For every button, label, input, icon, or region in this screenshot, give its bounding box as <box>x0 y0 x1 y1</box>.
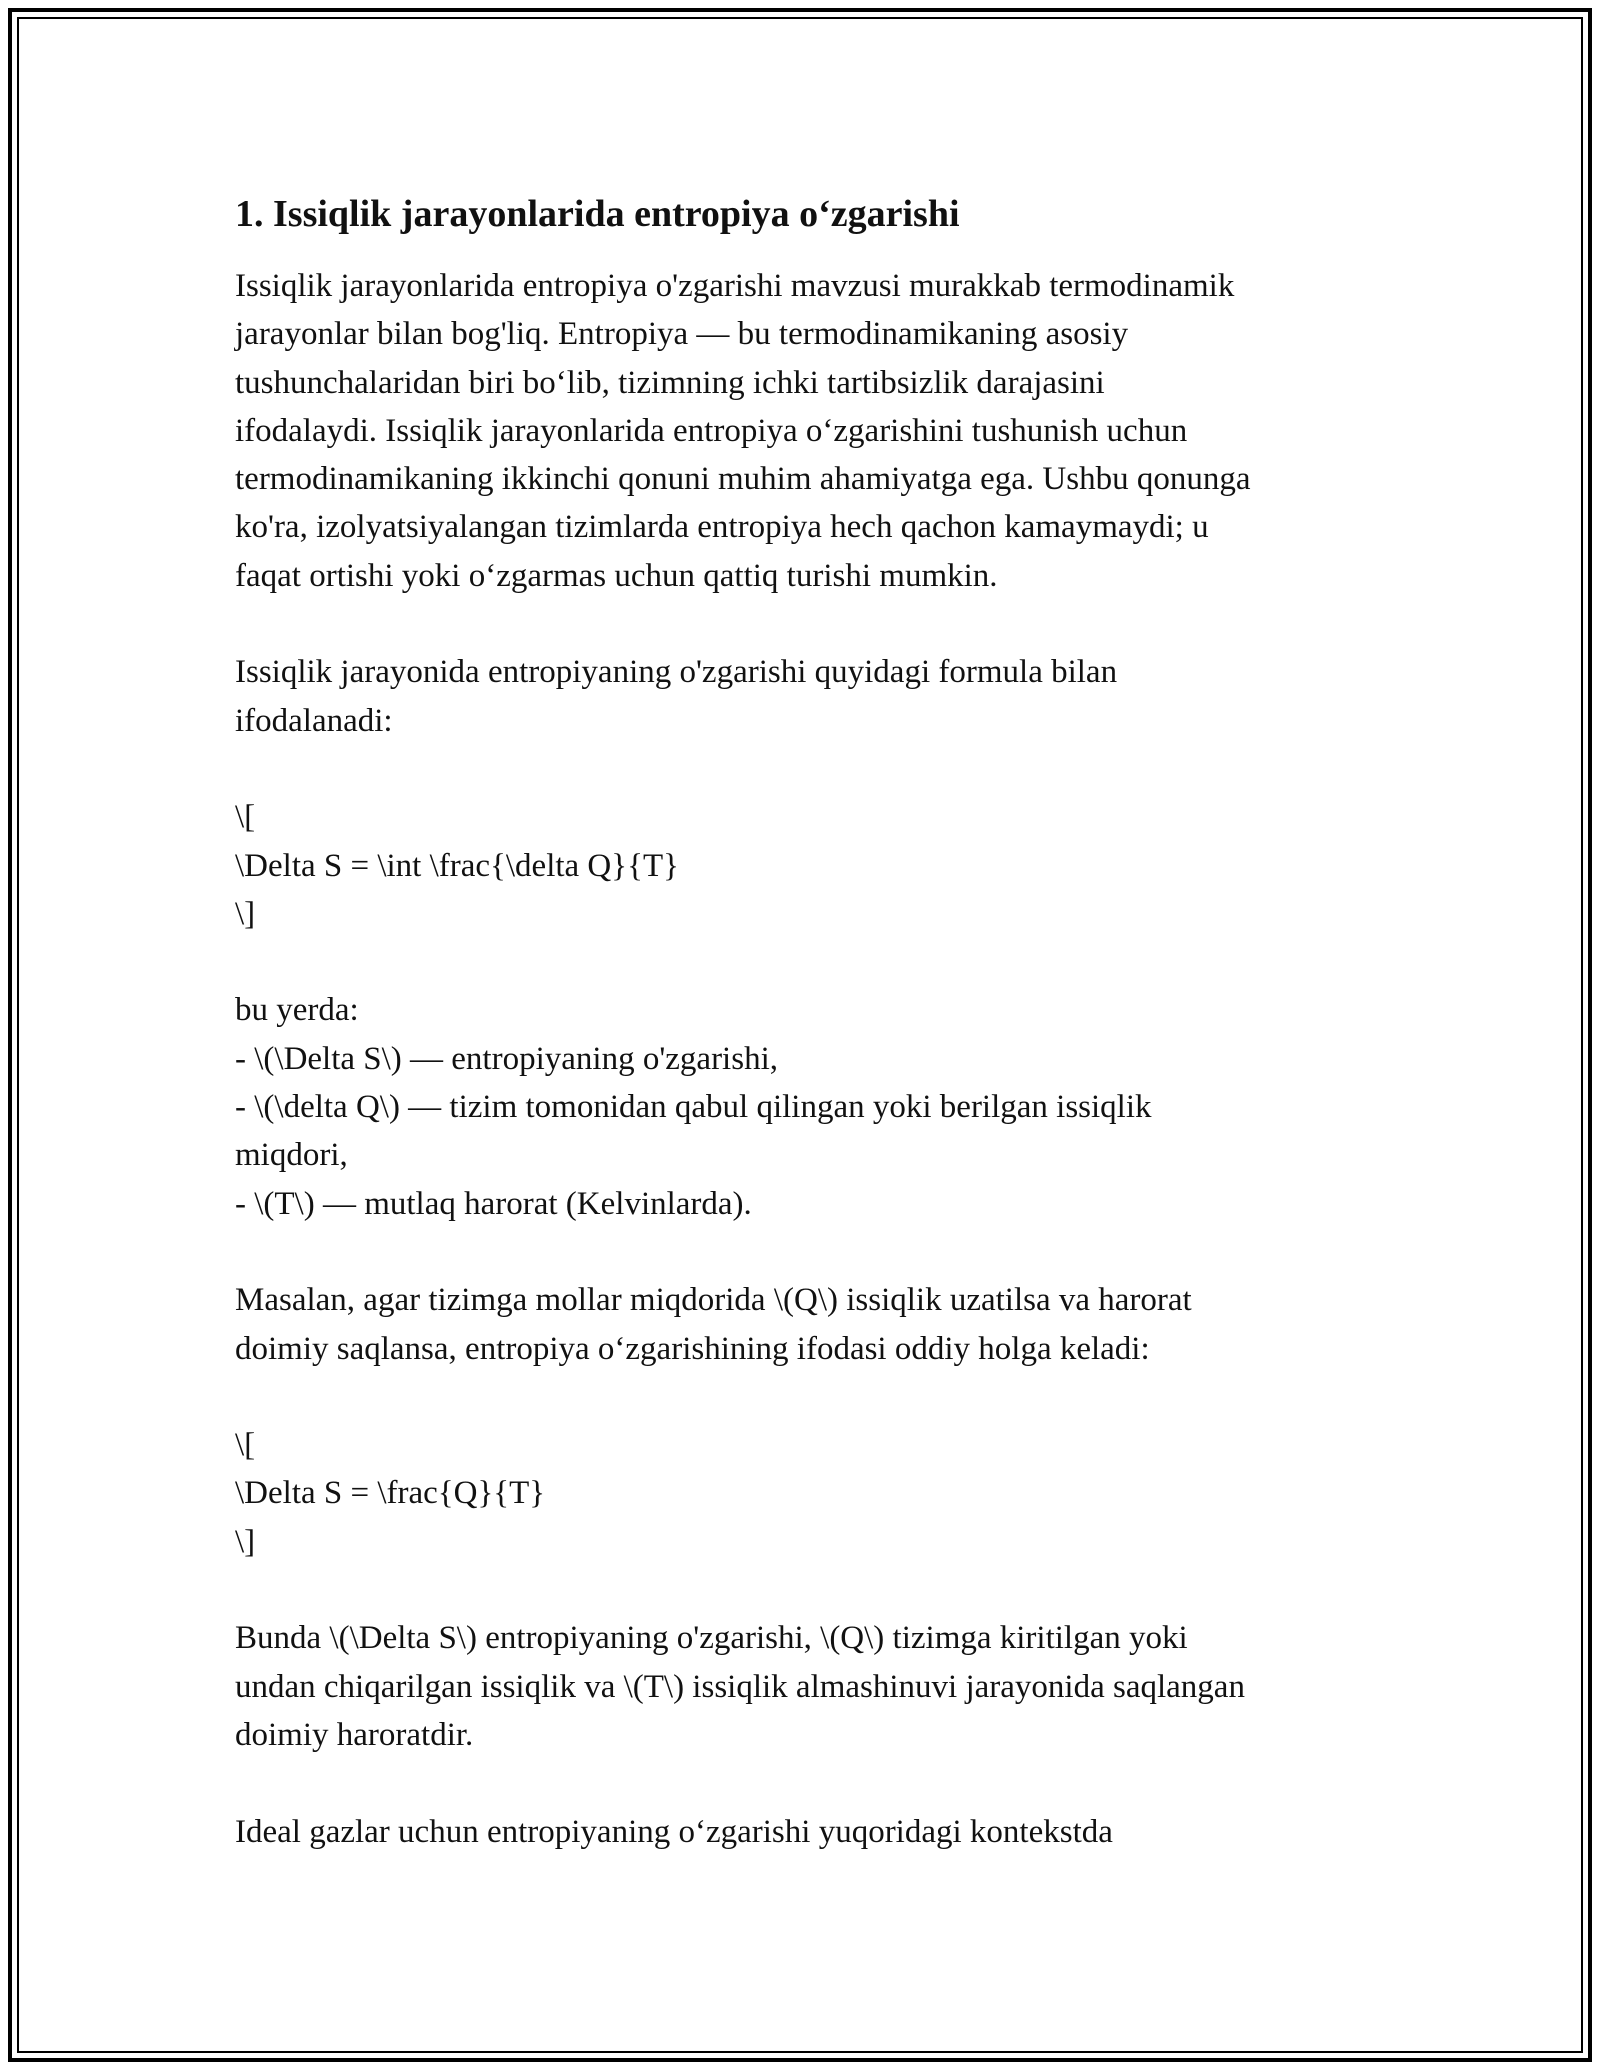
section-heading: 1. Issiqlik jarayonlarida entropiya o‘zgarishi <box>235 193 960 235</box>
formula-intro-paragraph: Issiqlik jarayonida entropiyaning o'zgarishi quyidagi formula bilan ifodalanadi: <box>235 654 1118 739</box>
intro-paragraph: Issiqlik jarayonlarida entropiya o'zgarishi mavzusi murakkab termodinamik jarayonlar bilan bog'liq. Entropiya — bu termodinamikaning asosiy tushunchalaridan biri bo‘lib, tizimning ichki tartibsizlik darajasini ifodalaydi. Issiqlik jarayonlarida entropiya o‘zgarishini tushunish uchun termodinamikaning ikkinchi qonuni muhim ahamiyatga ega. Ushbu qonunga ko'ra, izolyatsiyalangan tizimlarda entropiya hech qachon kamaymaydi; u faqat ortishi yoki o‘zgarmas uchun qattiq turishi mumkin. <box>235 268 1251 594</box>
explanation-paragraph: Bunda \(\Delta S\) entropiyaning o'zgarishi, \(Q\) tizimga kiritilgan yoki undan chiqarilgan issiqlik va \(T\) issiqlik almashinuvi jarayonida saqlangan doimiy haroratdir. <box>235 1620 1245 1753</box>
variable-definitions: bu yerda: - \(\Delta S\) — entropiyaning o'zgarishi, - \(\delta Q\) — tizim tomonidan qabul qilingan yoki berilgan issiqlik miqdori, - \(T\) — mutlaq harorat (Kelvinlarda). <box>235 992 1152 1222</box>
formula-integral: \[ \Delta S = \int \frac{\delta Q}{T} \] <box>235 799 679 932</box>
ideal-gas-paragraph: Ideal gazlar uchun entropiyaning o‘zgarishi yuqoridagi kontekstda <box>235 1813 1113 1850</box>
document-body <box>235 188 1385 1856</box>
example-paragraph: Masalan, agar tizimga mollar miqdorida \(Q\) issiqlik uzatilsa va harorat doimiy saqlansa, entropiya o‘zgarishining ifodasi oddiy holga keladi: <box>235 1282 1192 1367</box>
formula-simple: \[ \Delta S = \frac{Q}{T} \] <box>235 1427 546 1560</box>
